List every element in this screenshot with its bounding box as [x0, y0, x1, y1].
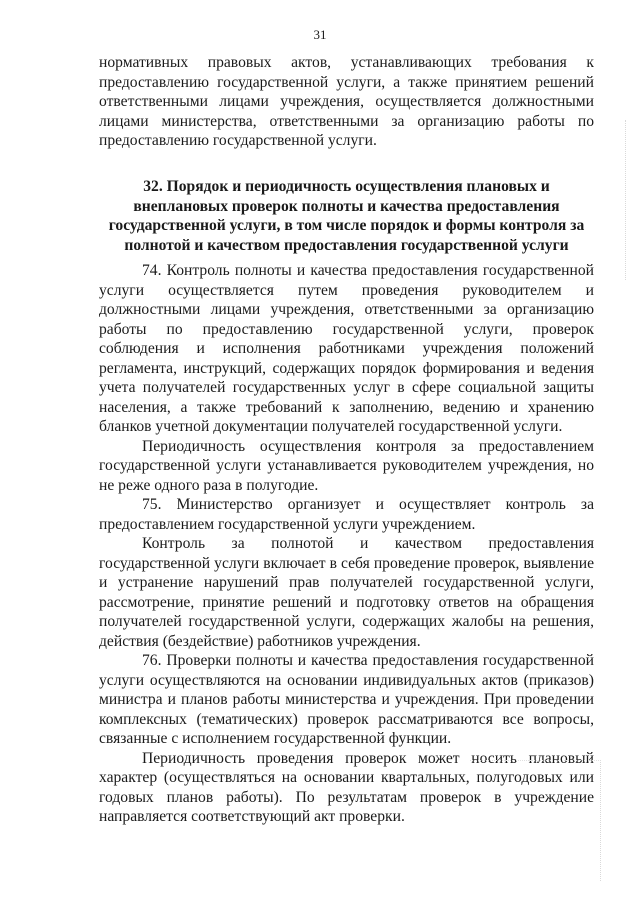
intro-paragraph: нормативных правовых актов, устанавливающих требования к предоставлению государственной услуги, а также принятием решений ответственными лицами учреждения, осуществляется должностными лицами министерства, ответственными за организацию работы по предоставлению государственной услуги. — [99, 54, 594, 149]
paragraph-76: 76. Проверки полноты и качества предоставления государственной услуги осуществляются на основании индивидуальных актов (приказов) министра и планов работы министерства и учреждения. При проведении комплексных (тематических) проверок рассматриваются все вопросы, связанные с исполнением государственной функции. — [99, 652, 594, 747]
paragraph-inspection-periodicity: Периодичность проведения проверок может носить плановый характер (осуществляться на основании квартальных, полугодовых или годовых планов работы). По результатам проверок в учреждение направляется соответствующий акт проверки. — [99, 749, 594, 825]
scan-artifact — [585, 120, 626, 280]
intro-block — [99, 53, 594, 151]
paragraph-periodicity: Периодичность осуществления контроля за предоставлением государственной услуги устанавливается руководителем учреждения, но не реже одного раза в полугодие. — [99, 437, 594, 494]
page-number: 31 — [313, 27, 327, 42]
paragraph-74: 74. Контроль полноты и качества предоставления государственной услуги осуществляется путем проведения руководителем и должностными лицами учреждения, ответственными за организацию работы по предоставлению государственной услуги, проверок соблюдения и исполнения работниками учреждения положений регламента, инструкций, содержащих порядок формирования и ведения учета получателей государственных услуг в сфере социальной защиты населения, а также требований к заполнению, ведению и хранению бланков учетной документации получателей государственной услуги. — [99, 262, 594, 435]
main-text — [99, 261, 594, 827]
paragraph-control: Контроль за полнотой и качеством предоставления государственной услуги включает в себя проведение проверок, выявление и устранение нарушений прав получателей государственной услуги, рассмотрение, принятие решений и подготовку ответов на обращения получателей государственной услуги, содержащих жалобы на решения, действия (бездействие) работников учреждения. — [99, 535, 594, 650]
paragraph-75: 75. Министерство организует и осуществляет контроль за предоставлением государственной услуги учреждением. — [99, 496, 594, 533]
section-heading: 32. Порядок и периодичность осуществления плановых и внеплановых проверок полноты и качества предоставления государственной услуги, в том числе порядок и формы контроля за полнотой и качеством предоставления государственной услуги — [108, 178, 585, 254]
scan-artifact-bottom — [470, 760, 601, 881]
